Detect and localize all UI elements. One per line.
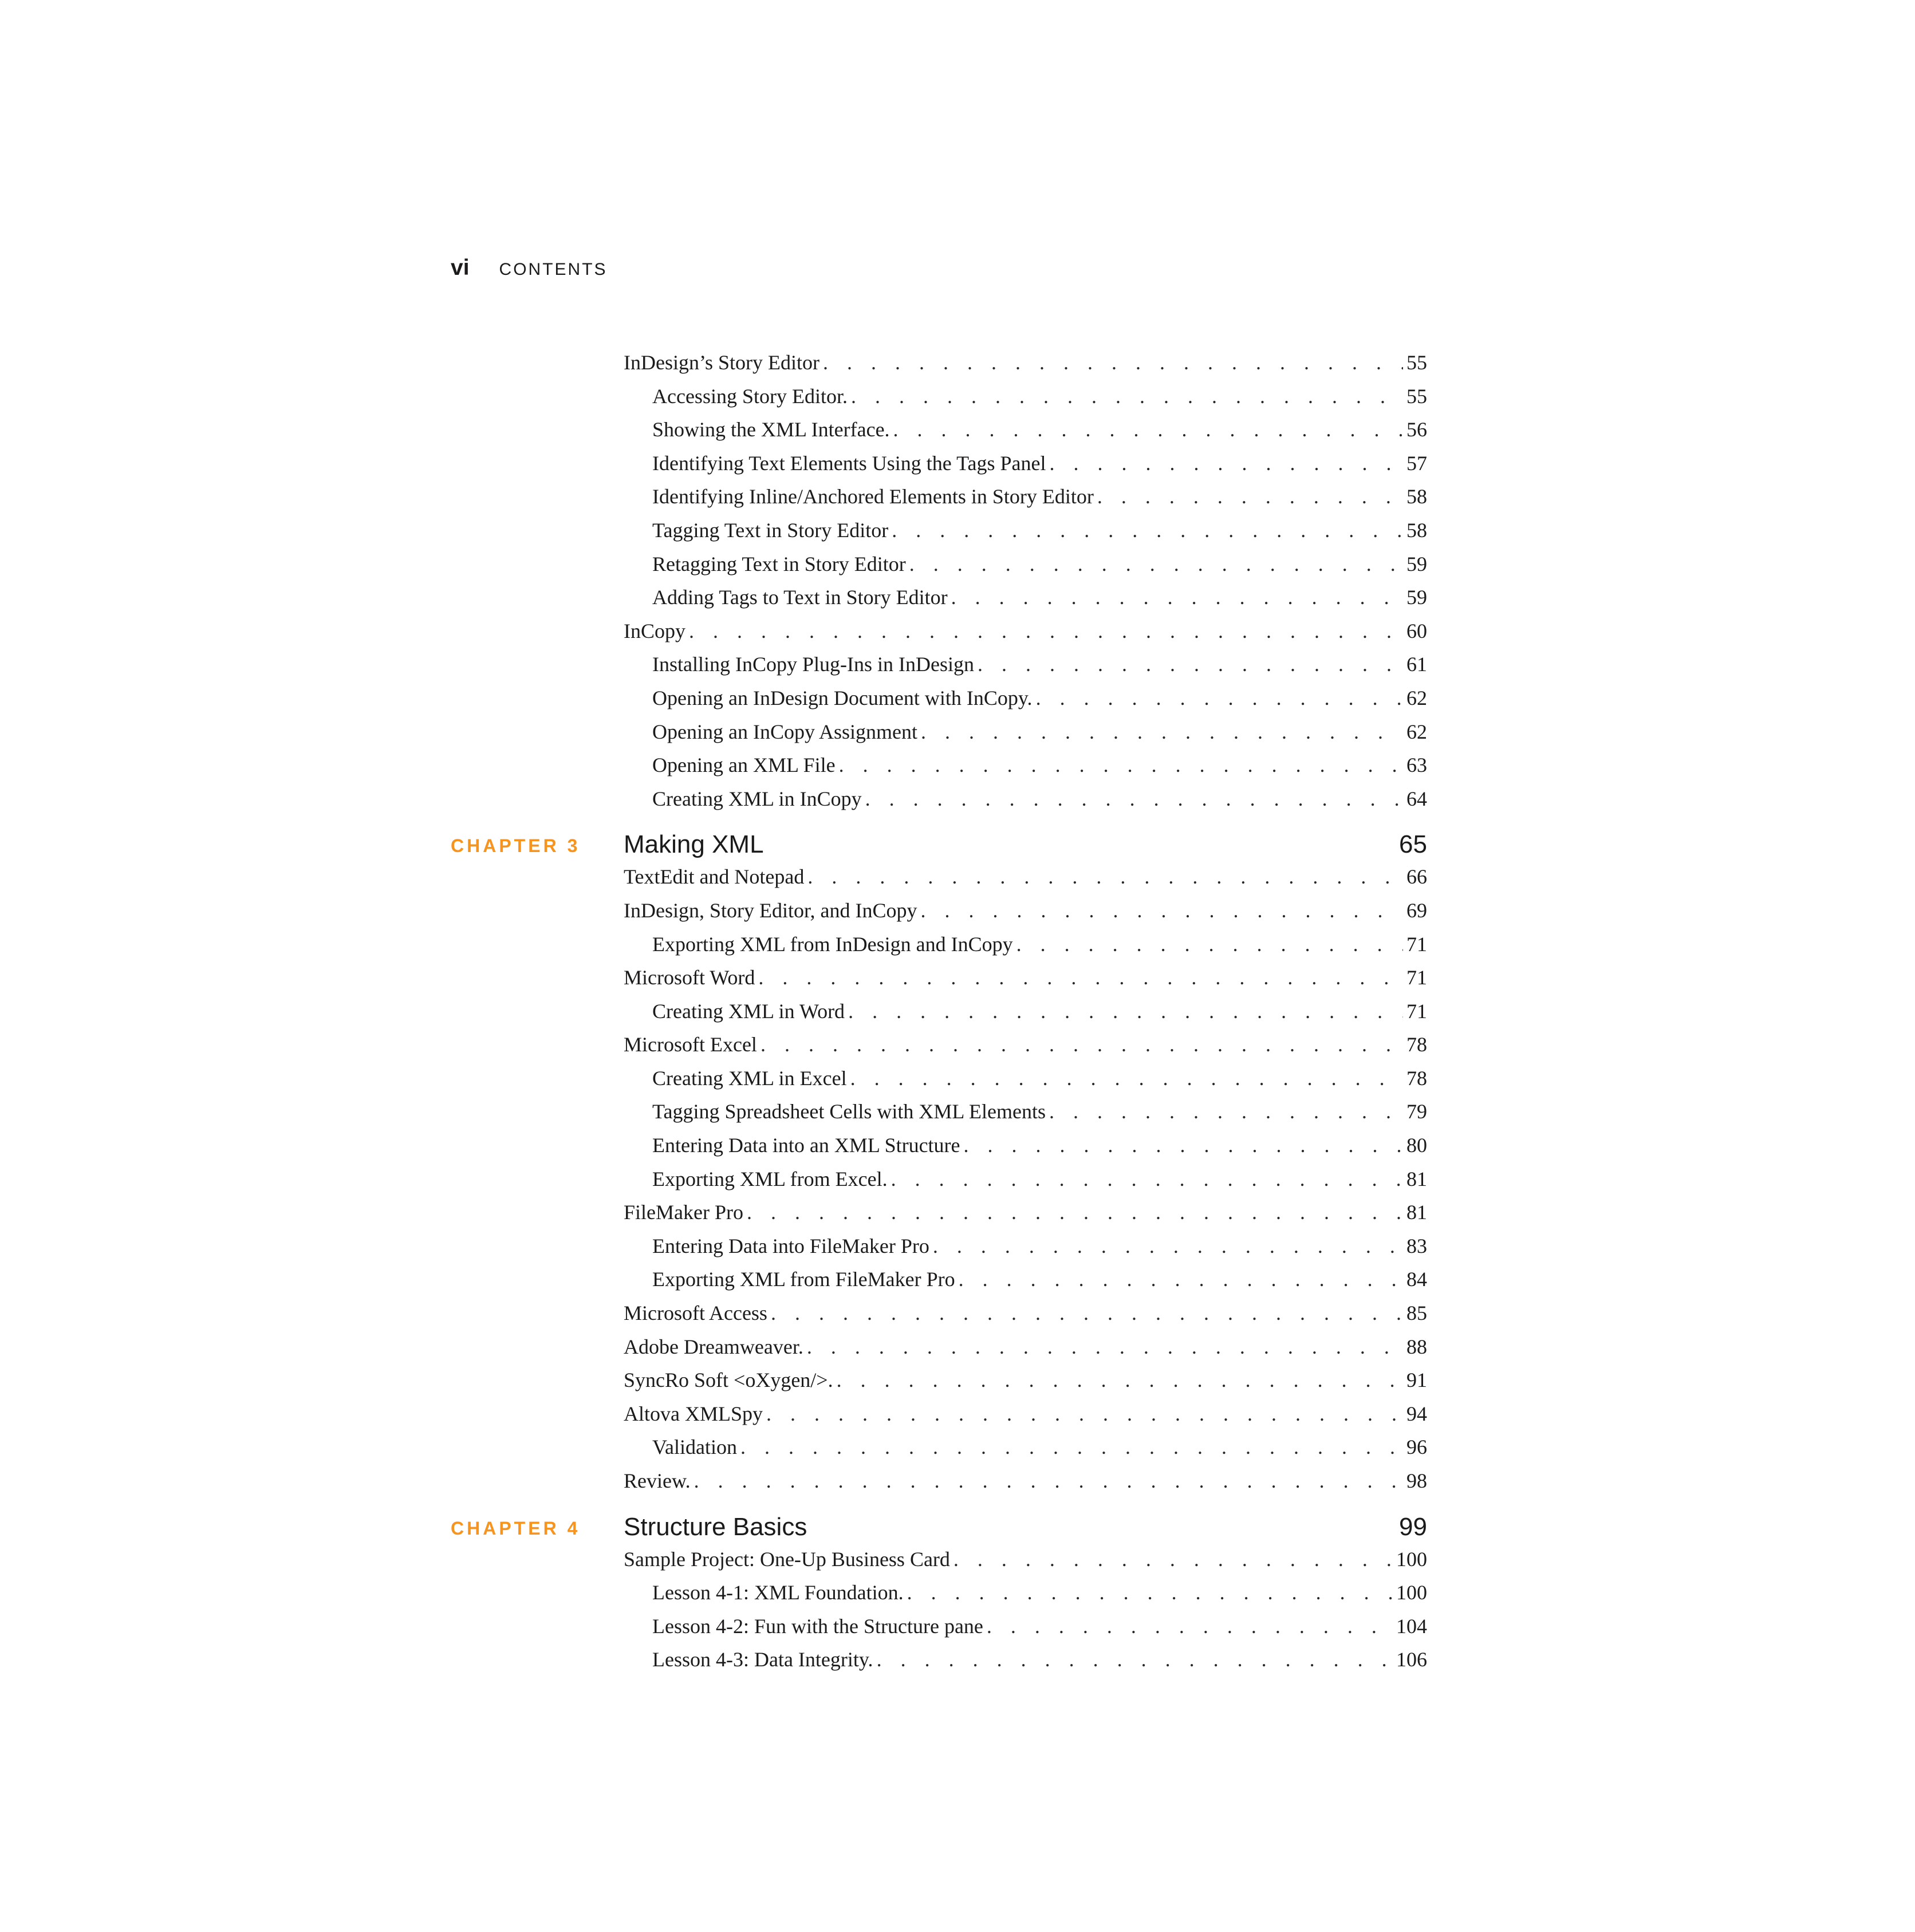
dot-leader — [953, 1543, 1393, 1576]
toc-entry-title: Exporting XML from InDesign and InCopy — [652, 932, 1013, 956]
toc-entry[interactable] — [624, 1543, 1427, 1576]
toc-subentry[interactable] — [652, 715, 1427, 749]
dot-leader — [907, 1576, 1393, 1610]
toc-subentry[interactable] — [652, 1643, 1427, 1677]
toc-entry-title: Opening an InDesign Document with InCopy. — [652, 686, 1033, 709]
toc-entry-title: Entering Data into FileMaker Pro — [652, 1234, 929, 1257]
toc-entry[interactable] — [624, 614, 1427, 648]
dot-leader — [1050, 447, 1403, 480]
toc-subentry[interactable] — [652, 748, 1427, 782]
toc-entry-title: Opening an InCopy Assignment — [652, 720, 917, 743]
toc-entry[interactable] — [624, 1028, 1427, 1062]
toc-entry-title: Microsoft Access — [624, 1302, 767, 1325]
toc-entry-page: 55 — [1406, 384, 1427, 408]
toc-subentry[interactable] — [652, 447, 1427, 480]
toc-entry-page: 56 — [1406, 418, 1427, 441]
toc-entry-title: Sample Project: One-Up Business Card — [624, 1547, 950, 1571]
chapter-label: CHAPTER 3 — [451, 835, 581, 857]
toc-entry-page: 63 — [1406, 754, 1427, 777]
dot-leader — [848, 995, 1403, 1028]
toc-entry-page: 100 — [1396, 1581, 1427, 1604]
toc-entry-page: 85 — [1406, 1302, 1427, 1325]
toc-entry-title: Lesson 4-2: Fun with the Structure pane — [652, 1614, 983, 1638]
chapter-heading-4[interactable] — [451, 1498, 1427, 1543]
toc-subentry[interactable] — [652, 1062, 1427, 1095]
toc-subentry[interactable] — [652, 782, 1427, 816]
toc-entry-page: 98 — [1406, 1469, 1427, 1492]
dot-leader — [771, 1296, 1403, 1330]
toc-entry-page: 81 — [1406, 1201, 1427, 1224]
toc-subentry[interactable] — [652, 380, 1427, 413]
dot-leader — [850, 1062, 1403, 1095]
toc-entry-page: 78 — [1406, 1033, 1427, 1056]
toc-entry-page: 58 — [1406, 485, 1427, 508]
toc-entry-page: 106 — [1396, 1648, 1427, 1671]
toc-entry-title: InCopy — [624, 619, 685, 642]
toc-entry-page: 96 — [1406, 1436, 1427, 1459]
toc-entry-page: 69 — [1406, 898, 1427, 922]
toc-entry-page: 71 — [1406, 932, 1427, 956]
toc-entry-page: 91 — [1406, 1369, 1427, 1392]
toc-entry-title: InDesign’s Story Editor — [624, 351, 819, 374]
toc-subentry[interactable] — [652, 413, 1427, 447]
toc-subentry[interactable] — [652, 514, 1427, 547]
dot-leader — [1049, 1095, 1403, 1129]
dot-leader — [891, 1162, 1403, 1196]
toc-entry[interactable] — [624, 860, 1427, 894]
toc-entry-page: 88 — [1406, 1335, 1427, 1358]
toc-entry-page: 100 — [1396, 1547, 1427, 1571]
dot-leader — [694, 1464, 1403, 1498]
toc-entry-title: Review. — [624, 1469, 691, 1492]
toc-entry-page: 78 — [1406, 1066, 1427, 1090]
toc-entry-page: 59 — [1406, 586, 1427, 609]
dot-leader — [959, 1263, 1403, 1296]
toc-entry-title: Adding Tags to Text in Story Editor — [652, 586, 948, 609]
chapter-label: CHAPTER 4 — [451, 1517, 581, 1539]
toc-entry[interactable] — [624, 1363, 1427, 1397]
dot-leader — [978, 648, 1403, 681]
toc-subentry[interactable] — [652, 1610, 1427, 1643]
dot-leader — [909, 547, 1403, 581]
toc-entry-title: Creating XML in InCopy — [652, 787, 862, 810]
toc-entry-title: Altova XMLSpy — [624, 1402, 763, 1425]
dot-leader — [807, 1330, 1403, 1364]
dot-leader — [892, 514, 1403, 547]
dot-leader — [951, 581, 1403, 614]
toc-entry-title: Identifying Text Elements Using the Tags Panel — [652, 451, 1046, 475]
dot-leader — [740, 1430, 1403, 1464]
toc-entry-title: Lesson 4-1: XML Foundation. — [652, 1581, 904, 1604]
toc-entry-page: 71 — [1406, 966, 1427, 989]
toc-entry[interactable] — [624, 894, 1427, 928]
chapter-page: 65 — [1399, 830, 1427, 859]
toc-subentry[interactable] — [652, 1430, 1427, 1464]
dot-leader — [865, 782, 1403, 816]
toc-entry[interactable] — [624, 1296, 1427, 1330]
toc-entry-title: Tagging Text in Story Editor — [652, 518, 889, 542]
dot-leader — [964, 1129, 1403, 1162]
dot-leader — [1016, 928, 1403, 961]
toc-entry-title: Validation — [652, 1436, 737, 1459]
dot-leader — [877, 1643, 1393, 1677]
toc-subentry[interactable] — [652, 1576, 1427, 1610]
toc-entry-page: 66 — [1406, 865, 1427, 889]
toc-entry-title: Tagging Spreadsheet Cells with XML Elements — [652, 1100, 1046, 1123]
toc-entry-title: InDesign, Story Editor, and InCopy — [624, 898, 917, 922]
toc-entry-title: Exporting XML from Excel. — [652, 1167, 888, 1190]
toc-entry-title: Lesson 4-3: Data Integrity. — [652, 1648, 873, 1671]
toc-entry[interactable] — [624, 961, 1427, 995]
dot-leader — [747, 1196, 1403, 1229]
toc-entry-title: TextEdit and Notepad — [624, 865, 805, 889]
dot-leader — [761, 1028, 1403, 1062]
toc-entry-page: 84 — [1406, 1268, 1427, 1291]
running-head — [451, 255, 608, 284]
toc-entry-title: Installing InCopy Plug-Ins in InDesign — [652, 653, 974, 676]
toc-entry-page: 57 — [1406, 451, 1427, 475]
toc-entry-page: 81 — [1406, 1167, 1427, 1190]
dot-leader — [807, 860, 1403, 894]
toc-subentry[interactable] — [652, 681, 1427, 715]
toc-subentry[interactable] — [652, 648, 1427, 681]
toc-entry-title: Microsoft Word — [624, 966, 755, 989]
toc-entry-title: Opening an XML File — [652, 754, 836, 777]
toc-entry-title: Exporting XML from FileMaker Pro — [652, 1268, 955, 1291]
dot-leader — [1097, 480, 1403, 514]
dot-leader — [933, 1229, 1403, 1263]
toc-entry-page: 83 — [1406, 1234, 1427, 1257]
dot-leader — [921, 894, 1403, 928]
toc-entry-page: 60 — [1406, 619, 1427, 642]
dot-leader — [758, 961, 1403, 995]
toc-entry-page: 61 — [1406, 653, 1427, 676]
dot-leader — [689, 614, 1403, 648]
toc-entry-page: 94 — [1406, 1402, 1427, 1425]
toc-entry-title: Showing the XML Interface. — [652, 418, 890, 441]
toc-subentry[interactable] — [652, 995, 1427, 1028]
toc-entry-page: 58 — [1406, 518, 1427, 542]
dot-leader — [837, 1363, 1403, 1397]
table-of-contents — [451, 346, 1427, 1677]
toc-entry-title: Retagging Text in Story Editor — [652, 552, 906, 575]
toc-entry-page: 59 — [1406, 552, 1427, 575]
toc-entry[interactable] — [624, 1330, 1427, 1364]
toc-entry-title: Creating XML in Excel — [652, 1066, 847, 1090]
toc-entry-page: 80 — [1406, 1134, 1427, 1157]
toc-entry-page: 62 — [1406, 686, 1427, 709]
running-head-label: CONTENTS — [499, 260, 608, 279]
dot-leader — [839, 748, 1403, 782]
toc-subentry[interactable] — [652, 581, 1427, 614]
page-number: vi — [451, 255, 470, 280]
toc-entry[interactable] — [624, 1464, 1427, 1498]
toc-entry[interactable] — [624, 1397, 1427, 1431]
toc-subentry[interactable] — [652, 928, 1427, 961]
dot-leader — [823, 346, 1403, 380]
dot-leader — [921, 715, 1403, 749]
toc-entry-title: SyncRo Soft <oXygen/>. — [624, 1369, 833, 1392]
toc-subentry[interactable] — [652, 1263, 1427, 1296]
toc-subentry[interactable] — [652, 547, 1427, 581]
toc-subentry[interactable] — [652, 1129, 1427, 1162]
toc-entry-page: 64 — [1406, 787, 1427, 810]
toc-entry-page: 71 — [1406, 999, 1427, 1023]
toc-subentry[interactable] — [652, 1095, 1427, 1129]
dot-leader — [766, 1397, 1403, 1431]
toc-entry-title: Entering Data into an XML Structure — [652, 1134, 960, 1157]
toc-entry-page: 62 — [1406, 720, 1427, 743]
chapter-page: 99 — [1399, 1512, 1427, 1541]
toc-entry-page: 79 — [1406, 1100, 1427, 1123]
toc-entry-title: FileMaker Pro — [624, 1201, 743, 1224]
chapter-title: Structure Basics — [624, 1512, 807, 1541]
toc-entry-title: Microsoft Excel — [624, 1033, 757, 1056]
toc-subentry[interactable] — [652, 1162, 1427, 1196]
dot-leader — [851, 380, 1403, 413]
toc-entry-title: Adobe Dreamweaver. — [624, 1335, 803, 1358]
toc-subentry[interactable] — [652, 480, 1427, 514]
toc-entry-title: Creating XML in Word — [652, 999, 845, 1023]
toc-subentry[interactable] — [652, 1229, 1427, 1263]
toc-entry-page: 104 — [1396, 1614, 1427, 1638]
dot-leader — [893, 413, 1403, 447]
dot-leader — [987, 1610, 1393, 1643]
toc-entry-page: 55 — [1406, 351, 1427, 374]
toc-entry[interactable] — [624, 346, 1427, 380]
toc-entry[interactable] — [624, 1196, 1427, 1229]
toc-entry-title: Identifying Inline/Anchored Elements in Story Editor — [652, 485, 1094, 508]
dot-leader — [1036, 681, 1403, 715]
toc-entry-title: Accessing Story Editor. — [652, 384, 848, 408]
chapter-heading-3[interactable] — [451, 815, 1427, 860]
chapter-title: Making XML — [624, 830, 764, 859]
